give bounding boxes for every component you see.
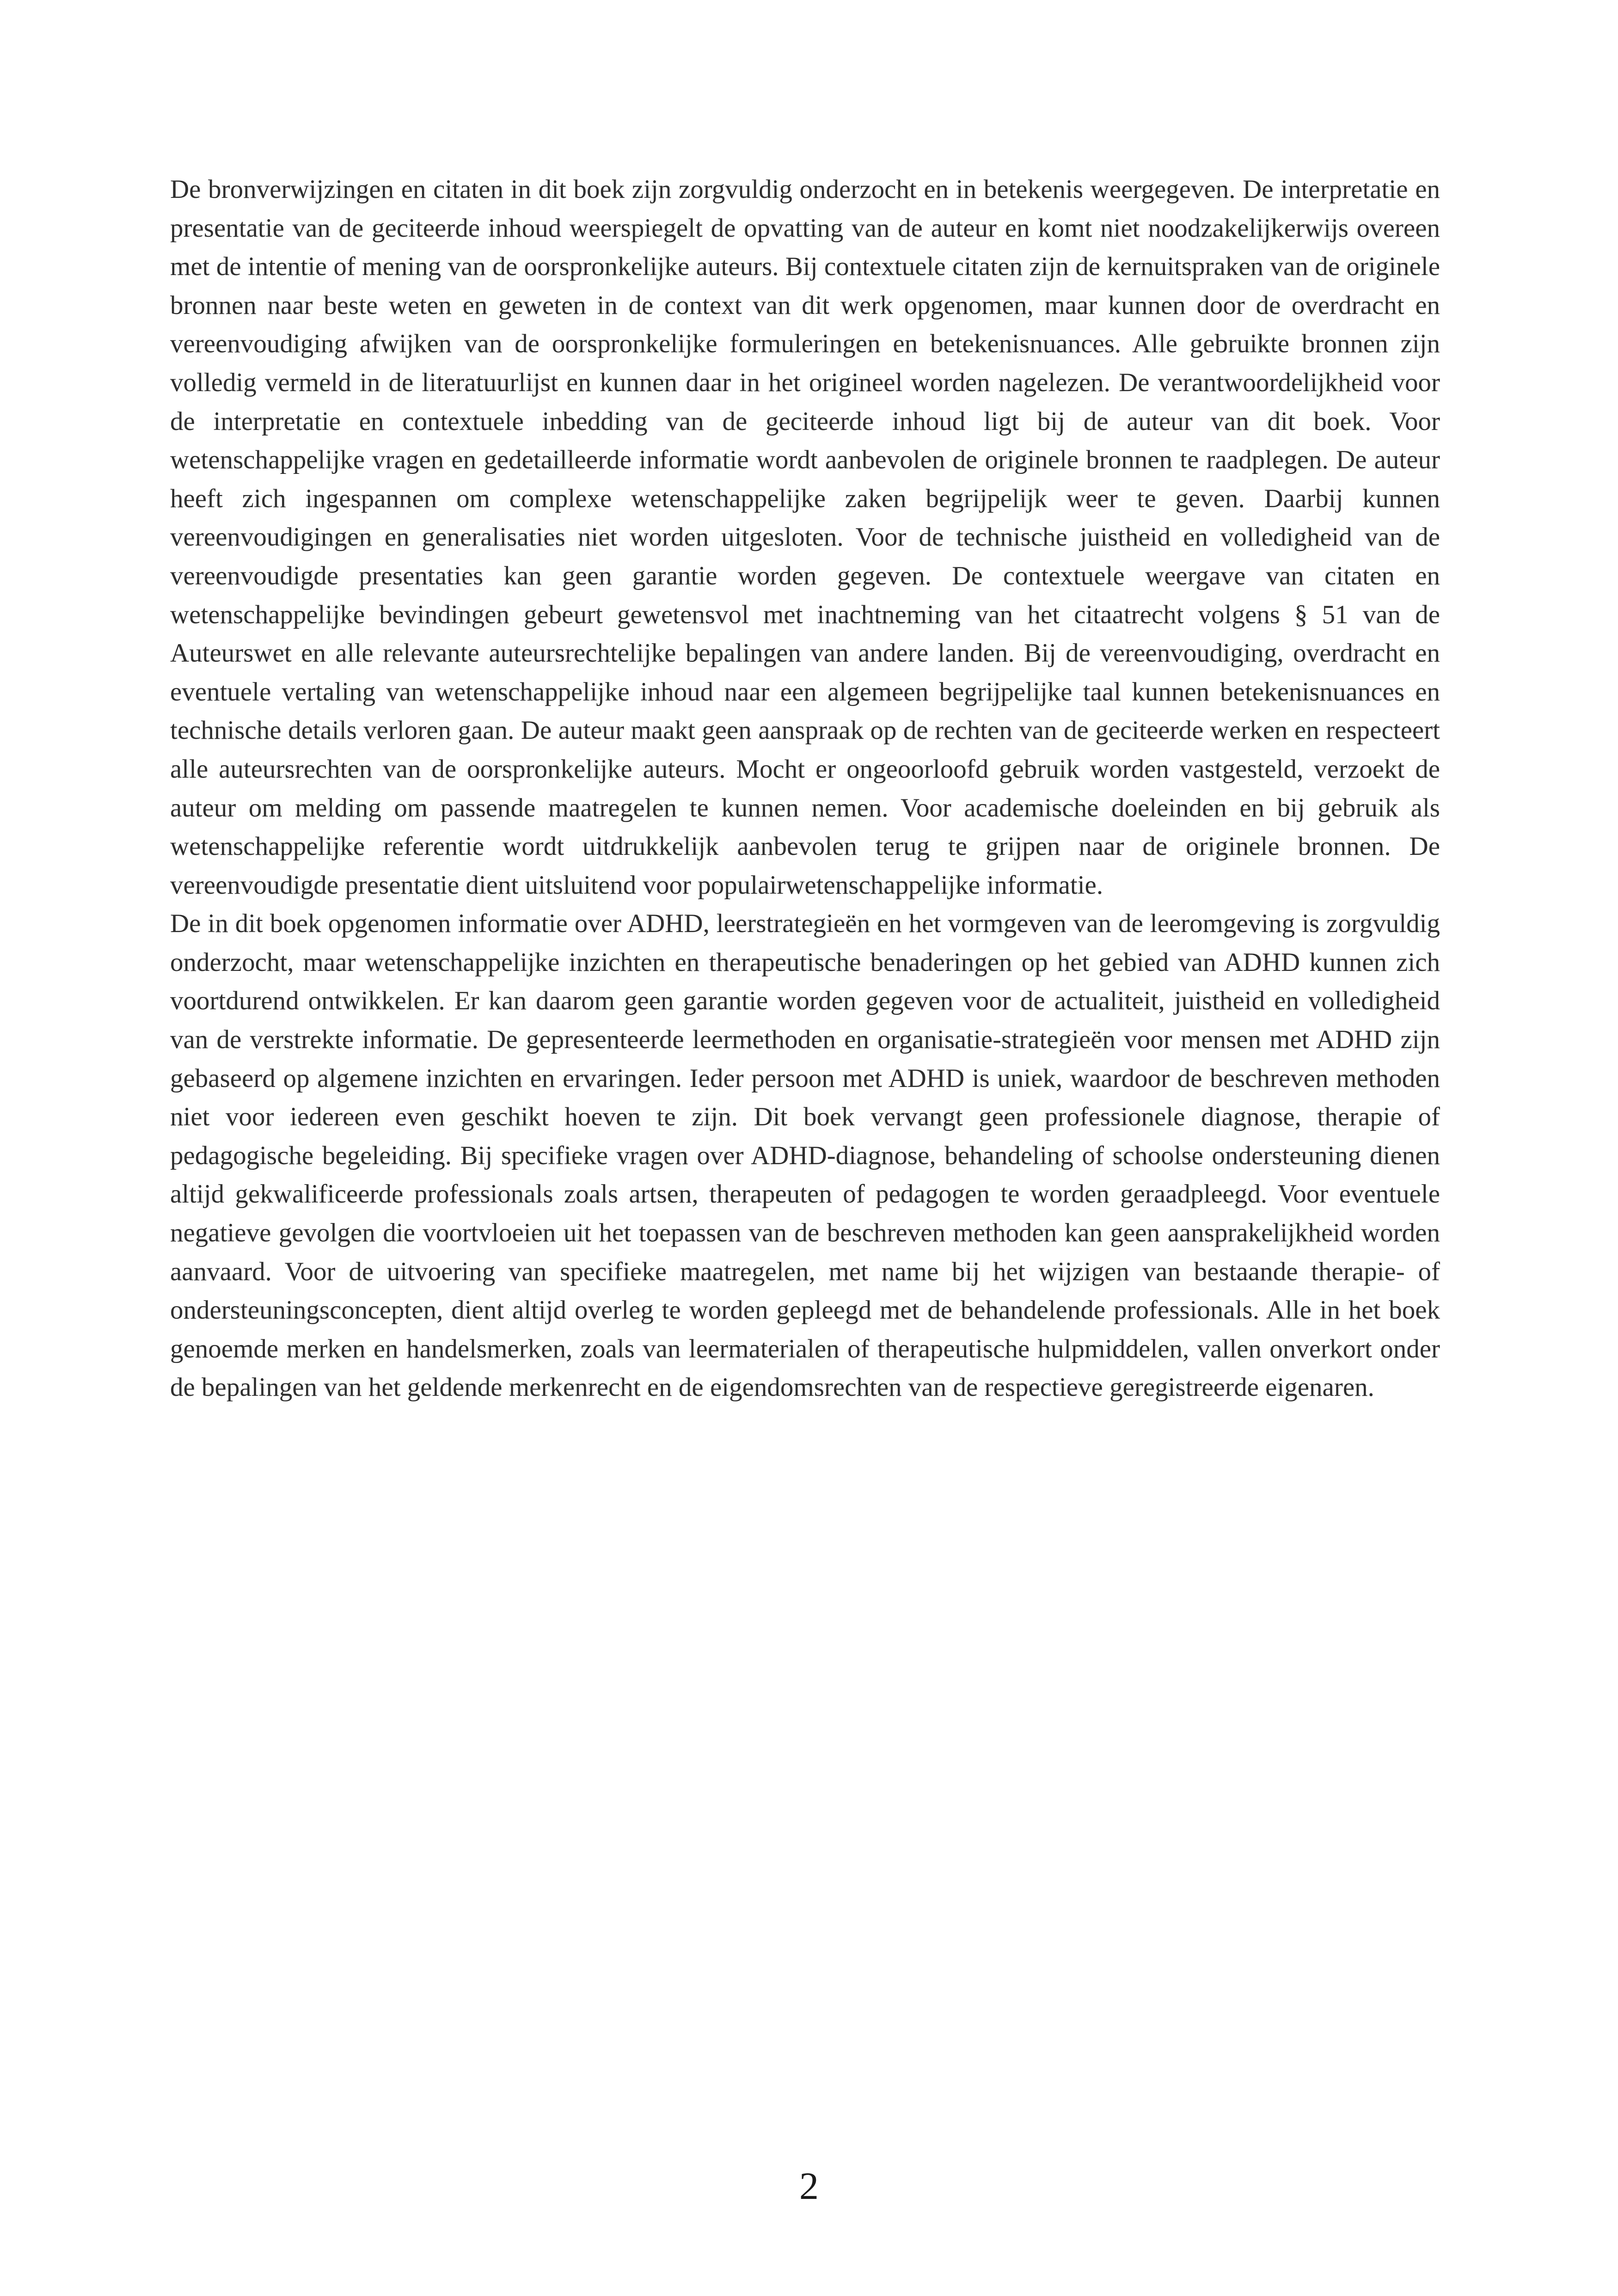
body-text [170,170,1440,1407]
disclaimer-paragraph-adhd: De in dit boek opgenomen informatie over ADHD, leerstrategieën en het vormgeven van de leeromgeving is zorgvuldig onderzocht, maar wetenschappelijke inzichten en therapeutische benaderingen op het gebied van ADHD kunnen zich voortdurend ontwikkelen. Er kan daarom geen garantie worden gegeven voor de actualiteit, juistheid en volledigheid van de verstrekte informatie. De gepresenteerde leermethoden en organisatie-strategieën voor mensen met ADHD zijn gebaseerd op algemene inzichten en ervaringen. Ieder persoon met ADHD is uniek, waardoor de beschreven methoden niet voor iedereen even geschikt hoeven te zijn. Dit boek vervangt geen professionele diagnose, therapie of pedagogische begeleiding. Bij specifieke vragen over ADHD-diagnose, behandeling of schoolse ondersteuning dienen altijd gekwalificeerde professionals zoals artsen, therapeuten of pedagogen te worden geraadpleegd. Voor eventuele negatieve gevolgen die voortvloeien uit het toepassen van de beschreven methoden kan geen aansprakelijkheid worden aanvaard. Voor de uitvoering van specifieke maatregelen, met name bij het wijzigen van bestaande therapie- of ondersteuningsconcepten, dient altijd overleg te worden gepleegd met de behandelende professionals. Alle in het boek genoemde merken en handelsmerken, zoals van leermaterialen of therapeutische hulpmiddelen, vallen onverkort onder de bepalingen van het geldende merkenrecht en de eigendomsrechten van de respectieve geregistreerde eigenaren. [170,909,1440,1402]
disclaimer-paragraph-sources: De bronverwijzingen en citaten in dit boek zijn zorgvuldig onderzocht en in betekenis weergegeven. De interpretatie en presentatie van de geciteerde inhoud weerspiegelt de opvatting van de auteur en komt niet noodzakelijkerwijs overeen met de intentie of mening van de oorspronkelijke auteurs. Bij contextuele citaten zijn de kernuitspraken van de originele bronnen naar beste weten en geweten in de context van dit werk opgenomen, maar kunnen door de overdracht en vereenvoudiging afwijken van de oorspronkelijke formuleringen en betekenisnuances. Alle gebruikte bronnen zijn volledig vermeld in de literatuurlijst en kunnen daar in het origineel worden nagelezen. De verantwoordelijkheid voor de interpretatie en contextuele inbedding van de geciteerde inhoud ligt bij de auteur van dit boek. Voor wetenschappelijke vragen en gedetailleerde informatie wordt aanbevolen de originele bronnen te raadplegen. De auteur heeft zich ingespannen om complexe wetenschappelijke zaken begrijpelijk weer te geven. Daarbij kunnen vereenvoudigingen en generalisaties niet worden uitgesloten. Voor de technische juistheid en volledigheid van de vereenvoudigde presentaties kan geen garantie worden gegeven. De contextuele weergave van citaten en wetenschappelijke bevindingen gebeurt gewetensvol met inachtneming van het citaatrecht volgens § 51 van de Auteurswet en alle relevante auteursrechtelijke bepalingen van andere landen. Bij de vereenvoudiging, overdracht en eventuele vertaling van wetenschappelijke inhoud naar een algemeen begrijpelijke taal kunnen betekenisnuances en technische details verloren gaan. De auteur maakt geen aanspraak op de rechten van de geciteerde werken en respecteert alle auteursrechten van de oorspronkelijke auteurs. Mocht er ongeoorloofd gebruik worden vastgesteld, verzoekt de auteur om melding om passende maatregelen te kunnen nemen. Voor academische doeleinden en bij gebruik als wetenschappelijke referentie wordt uitdrukkelijk aanbevolen terug te grijpen naar de originele bronnen. De vereenvoudigde presentatie dient uitsluitend voor populairwetenschappelijke informatie. [170,175,1440,900]
page-number: 2 [799,2165,819,2208]
